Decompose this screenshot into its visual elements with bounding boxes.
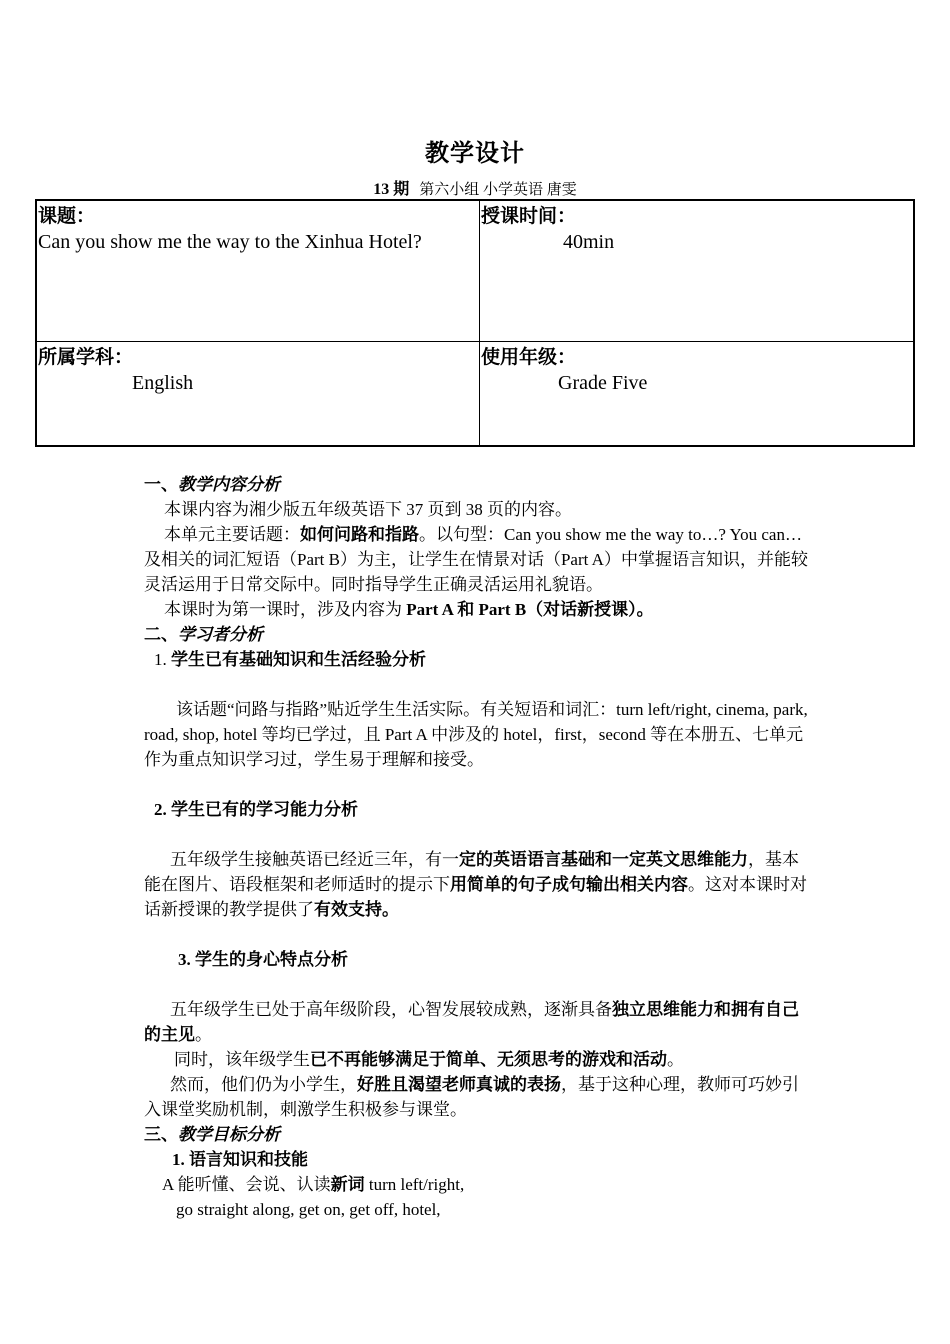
section-3-subheading-1: 1. 语言知识和技能 [172,1150,308,1169]
section-2-subheading-1: 1. 学生已有基础知识和生活经验分析 [154,650,426,669]
topic-value: Can you show me the way to the Xinhua Hotel? [38,231,422,253]
section-2-heading: 二、学习者分析 [144,625,263,644]
time-cell [480,200,915,342]
section-2-paragraph-3: 五年级学生已处于高年级阶段，心智发展较成熟，逐渐具备独立思维能力和拥有自己的主见。 [144,1000,799,1044]
section-1-paragraph-3: 本课时为第一课时，涉及内容为 Part A 和 Part B（对话新授课）。 [164,600,654,619]
section-2-subheading-3: 3. 学生的身心特点分析 [178,950,348,969]
section-3-heading: 三、教学目标分析 [144,1125,280,1144]
section-2-subheading-2: 2. 学生已有的学习能力分析 [154,800,358,819]
issue-number: 13 期 [373,181,410,198]
section-1-paragraph-2: 本单元主要话题：如何问路和指路。以句型：Can you show me the way to…? You can…及相关的词汇短语（Part B）为主，让学生在情景对话（Part A）中掌握语言知识，并能较灵活运用于日常交际中。同时指导学生正确灵活运用礼貌语。 [144,525,808,594]
section-2-paragraph-5: 然而，他们仍为小学生，好胜且渴望老师真诚的表扬，基于这种心理，教师可巧妙引入课堂奖励机制，刺激学生积极参与课堂。 [144,1075,799,1119]
topic-label: 课题： [38,205,96,227]
document-title: 教学设计 [425,139,525,167]
lesson-info-table [35,199,915,447]
subject-cell [36,342,480,446]
section-2-paragraph-1: 该话题“问路与指路”贴近学生生活实际。有关短语和词汇：turn left/right, cinema, park, road, shop, hotel 等均已学过，且 Part A 中涉及的 hotel，first，second 等在本册五、七单元作为重点知识学习过，学生易于理解和接受。 [144,700,808,769]
topic-cell [36,200,480,342]
subject-label: 所属学科： [38,346,134,369]
grade-label: 使用年级： [481,346,577,369]
time-value: 40min [563,231,615,253]
time-label: 授课时间： [481,205,577,227]
section-3-paragraph-1: A 能听懂、会说、认读新词 turn left/right, [162,1175,465,1194]
grade-cell [480,342,915,446]
group-author: 第六小组 小学英语 唐雯 [419,182,577,198]
section-2-paragraph-2: 五年级学生接触英语已经近三年，有一定的英语语言基础和一定英文思维能力，基本能在图片、语段框架和老师适时的提示下用简单的句子成句输出相关内容。这对本课时对话新授课的教学提供了有效支持。 [144,850,807,919]
section-1-heading: 一、教学内容分析 [144,475,280,494]
section-2-paragraph-4: 同时，该年级学生已不再能够满足于简单、无须思考的游戏和活动。 [174,1050,684,1069]
document-subtitle [0,176,950,199]
grade-value: Grade Five [558,372,648,395]
subject-value: English [132,372,194,395]
document-body [144,472,808,1222]
section-3-paragraph-2: go straight along, get on, get off, hotel, [176,1200,441,1219]
section-1-paragraph-1: 本课内容为湘少版五年级英语下 37 页到 38 页的内容。 [164,500,572,519]
